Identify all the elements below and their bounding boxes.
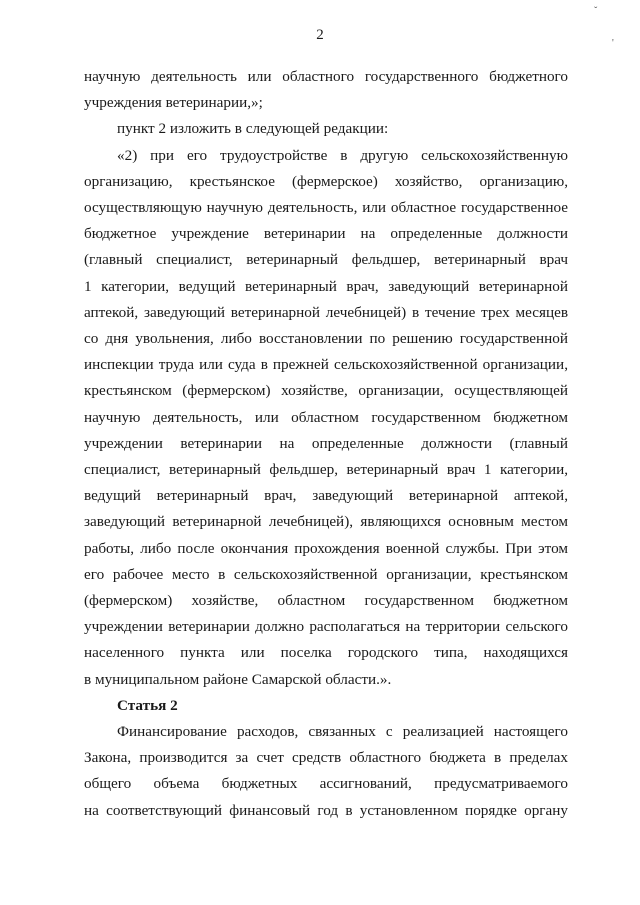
text-line: «2) при его трудоустройстве в другую сельскохозяйственную xyxy=(117,146,568,164)
text-line: заведующий ветеринарной лечебницей), являющихся основным местом xyxy=(84,513,568,531)
text-line: учреждения ветеринарии,»; xyxy=(84,94,263,112)
text-line: населенного пункта или поселка городского типа, находящихся xyxy=(84,644,568,662)
text-line: на соответствующий финансовый год в установленном порядке органу xyxy=(84,801,568,819)
text-line: работы, либо после окончания прохождения военной службы. При этом xyxy=(84,539,568,557)
text-line: (фермерском) хозяйстве, областном государственном бюджетном xyxy=(84,592,568,610)
text-line: Финансирование расходов, связанных с реализацией настоящего xyxy=(117,723,568,741)
text-line: 1 категории, ведущий ветеринарный врач, заведующий ветеринарной xyxy=(84,277,568,295)
text-line: аптекой, заведующий ветеринарной лечебницей) в течение трех месяцев xyxy=(84,303,568,321)
text-line: крестьянском (фермерском) хозяйстве, организации, осуществляющей xyxy=(84,382,568,400)
text-line: (главный специалист, ветеринарный фельдшер, ветеринарный врач xyxy=(84,251,568,269)
text-line: общего объема бюджетных ассигнований, предусматриваемого xyxy=(84,775,568,793)
text-line: учреждении ветеринарии должно располагаться на территории сельского xyxy=(84,618,568,636)
text-line: Закона, производится за счет средств областного бюджета в пределах xyxy=(84,749,568,767)
scan-artifact: ˇ xyxy=(594,6,598,17)
text-line: со дня увольнения, либо восстановлении по решению государственной xyxy=(84,330,568,348)
text-line: ведущий ветеринарный врач, заведующий ветеринарной аптекой, xyxy=(84,487,568,505)
text-line: бюджетное учреждение ветеринарии на определенные должности xyxy=(84,225,568,243)
text-line: осуществляющую научную деятельность, или областное государственное xyxy=(84,199,568,217)
text-line: его рабочее место в сельскохозяйственной организации, крестьянском xyxy=(84,565,568,583)
article-heading: Статья 2 xyxy=(117,696,178,714)
text-line: в муниципальном районе Самарской области.». xyxy=(84,670,392,688)
text-line: научную деятельность, или областном государственном бюджетном xyxy=(84,408,568,426)
page-number: 2 xyxy=(316,27,324,43)
text-line: организацию, крестьянское (фермерское) хозяйство, организацию, xyxy=(84,172,568,190)
text-line: научную деятельность или областного государственного бюджетного xyxy=(84,68,568,85)
text-line: специалист, ветеринарный фельдшер, ветеринарный врач 1 категории, xyxy=(84,461,568,479)
document-body xyxy=(84,64,568,824)
text-line: пункт 2 изложить в следующей редакции: xyxy=(117,120,389,138)
text-line: учреждении ветеринарии на определенные должности (главный xyxy=(84,434,568,452)
text-line: инспекции труда или суда в прежней сельскохозяйственной организации, xyxy=(84,356,568,374)
scan-artifact: ' xyxy=(612,38,614,49)
